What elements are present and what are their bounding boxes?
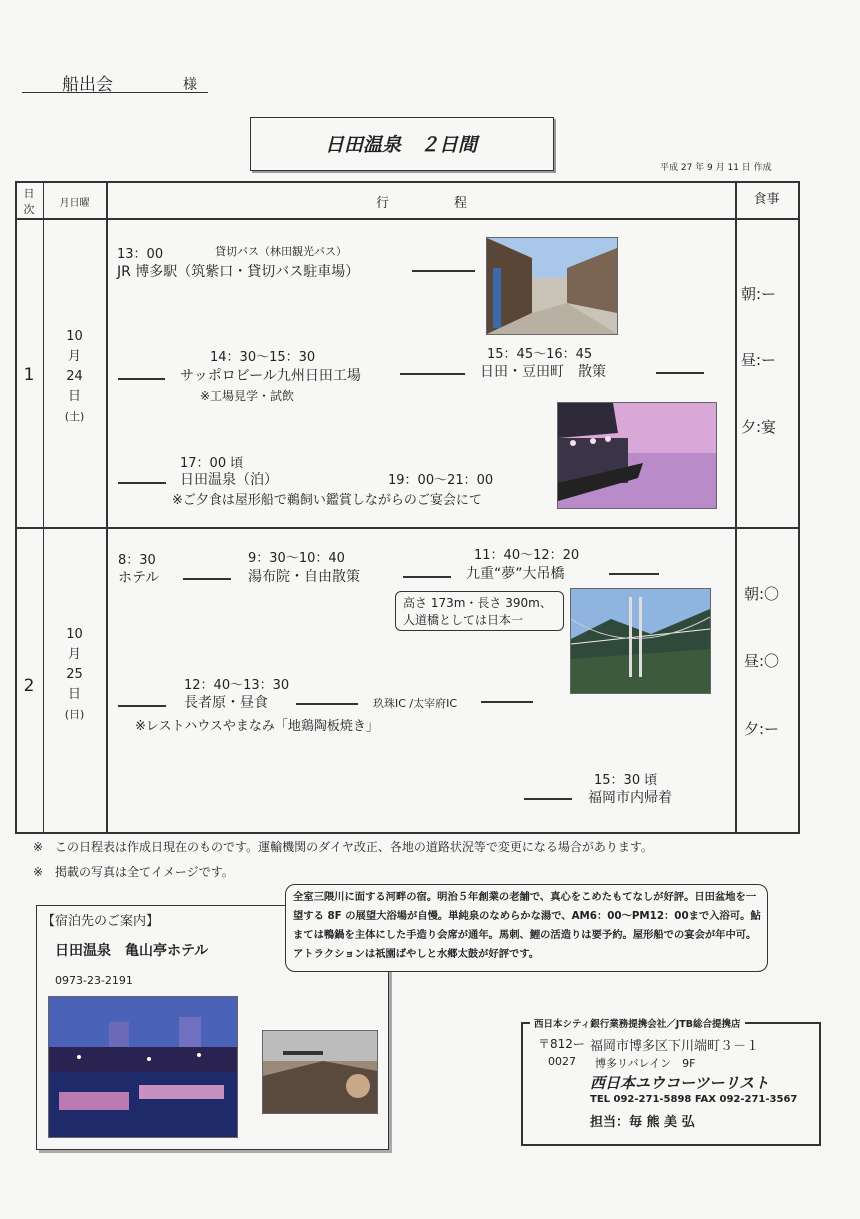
header-itinerary: 行 程 [375, 196, 467, 211]
bridge-note-line2: 人道橋としては日本一 [403, 613, 524, 627]
route-line [296, 703, 358, 705]
day1-meal-dinner: 夕:宴 [741, 418, 777, 436]
day1-stop3: 日田・豆田町 散策 [480, 364, 606, 380]
agency-header: 西日本シティ銀行業務提携会社／JTB総合提携店 [530, 1016, 745, 1030]
table-col-divider [106, 181, 108, 832]
day1-meal-breakfast: 朝:ー [741, 285, 777, 303]
table-col-divider [43, 181, 44, 832]
day2-stop5: 福岡市内帰着 [588, 790, 672, 806]
header-date: 月日曜 [59, 198, 90, 209]
page-title: 日田温泉 ２日間 [324, 134, 477, 156]
route-line [656, 372, 704, 374]
day1-stop2-note: ※工場見学・試飲 [200, 389, 295, 403]
day2-stop3: 九重“夢”大吊橋 [466, 566, 565, 582]
day2-time3: 11：40～12：20 [474, 548, 580, 563]
cormorant-boat-photo [557, 402, 717, 509]
route-line [118, 482, 166, 484]
day2-time5: 15：30 頃 [594, 773, 658, 788]
day2-meal-dinner: 夕:ー [744, 720, 780, 738]
created-date: 平成 27 年 9 月 11 日 作成 [660, 163, 772, 173]
recipient-underline [22, 92, 208, 93]
header-day: 日 [23, 187, 35, 200]
day1-dinner-note: ※ご夕食は屋形船で鵜飼い鑑賞しながらのご宴会にて [172, 493, 482, 508]
day2-stop1: ホテル [118, 570, 160, 586]
route-line [412, 270, 475, 272]
day1-stop4-time: 17：00 頃 [180, 456, 244, 471]
route-line [609, 573, 659, 575]
table-row-divider [15, 218, 798, 220]
agency-address: 福岡市博多区下川端町３－１ [590, 1039, 760, 1054]
route-line [400, 373, 465, 375]
mamedamachi-street-photo [486, 237, 618, 335]
day2-ic: 玖珠IC /太宰府IC [373, 697, 458, 710]
agency-name: 西日本ユウコーツーリスト [590, 1074, 770, 1092]
day1-stop2: サッポロビール九州日田工場 [180, 368, 361, 384]
hotel-description: 全室三隈川に面する河畔の宿。明治５年創業の老舗で、真心をこめたもてなしが好評。日田盆地を一望する 8F の展望大浴場が自慢。単純泉のなめらかな湯で、AM6：00～PM12：00まで入浴可。鮎まては鴨鍋を主体にした手造り会席が通年。馬刺、鯉の活造りは要予約。屋形船での宴会が年中可。アトラクションは祇園ばやしと水郷太鼓が好評です。 [293, 891, 761, 960]
agency-contact: 担当：毎 熊 美 弘 [590, 1115, 695, 1130]
agency-tel: TEL 092-271-5898 FAX 092-271-3567 [590, 1094, 798, 1105]
day2-time4: 12：40～13：30 [184, 678, 290, 693]
day1-meal-lunch: 昼:ー [741, 351, 777, 369]
recipient-honorific: 様 [183, 77, 197, 93]
day1-number: 1 [23, 365, 35, 385]
day1-stop3-time: 15：45～16：45 [487, 347, 593, 362]
day2-date: 10 月 25 日 (日) [64, 627, 85, 721]
hotel-heading: 【宿泊先のご案内】 [42, 914, 160, 929]
day1-date: 10 月 24 日 (土) [64, 329, 85, 423]
route-line [481, 701, 533, 703]
suspension-bridge-photo [570, 588, 711, 694]
day2-lunch-note: ※レストハウスやまなみ「地鶏陶板焼き」 [135, 719, 379, 734]
agency-zip: 〒812ー [538, 1037, 585, 1051]
day1-start: JR 博多駅（筑紫口・貸切バス駐車場） [117, 264, 360, 280]
hotel-phone: 0973-23-2191 [55, 974, 133, 987]
hotel-terrace-photo [262, 1030, 378, 1114]
note-schedule: ※ この日程表は作成日現在のものです。運輸機関のダイヤ改正、各地の道路状況等で変更になる場合があります。 [33, 840, 653, 854]
day2-number: 2 [23, 676, 35, 696]
day2-meal-lunch: 昼:〇 [744, 652, 780, 670]
header-day-2: 次 [23, 203, 35, 216]
day1-bus-time: 13：00 [117, 247, 164, 262]
header-meals: 食事 [753, 192, 780, 207]
day2-time2: 9：30～10：40 [248, 551, 345, 566]
day2-meal-breakfast: 朝:〇 [744, 585, 780, 603]
day2-stop2: 湯布院・自由散策 [248, 569, 360, 585]
day2-time1: 8：30 [118, 553, 156, 568]
day1-dinner-time: 19：00～21：00 [388, 473, 494, 488]
day1-bus-note: 貸切バス（林田観光バス） [215, 245, 347, 258]
hotel-night-photo [48, 996, 238, 1138]
route-line [524, 798, 572, 800]
day2-stop4: 長者原・昼食 [184, 695, 268, 711]
bridge-note-line1: 高さ 173m・長さ 390m、 [403, 596, 552, 610]
route-line [183, 578, 231, 580]
recipient-name: 船出会 [62, 75, 113, 95]
table-col-divider [735, 181, 737, 832]
day1-stop2-time: 14：30～15：30 [210, 350, 316, 365]
hotel-name: 日田温泉 亀山亭ホテル [55, 943, 209, 959]
day1-stop4: 日田温泉（泊） [180, 472, 278, 488]
route-line [403, 576, 451, 578]
agency-zip-2: 0027 [548, 1055, 576, 1068]
note-photos: ※ 掲載の写真は全てイメージです。 [33, 865, 234, 879]
route-line [118, 378, 165, 380]
route-line [118, 705, 166, 707]
agency-address-2: 博多リバレイン 9F [595, 1057, 696, 1070]
table-row-divider [15, 527, 798, 529]
